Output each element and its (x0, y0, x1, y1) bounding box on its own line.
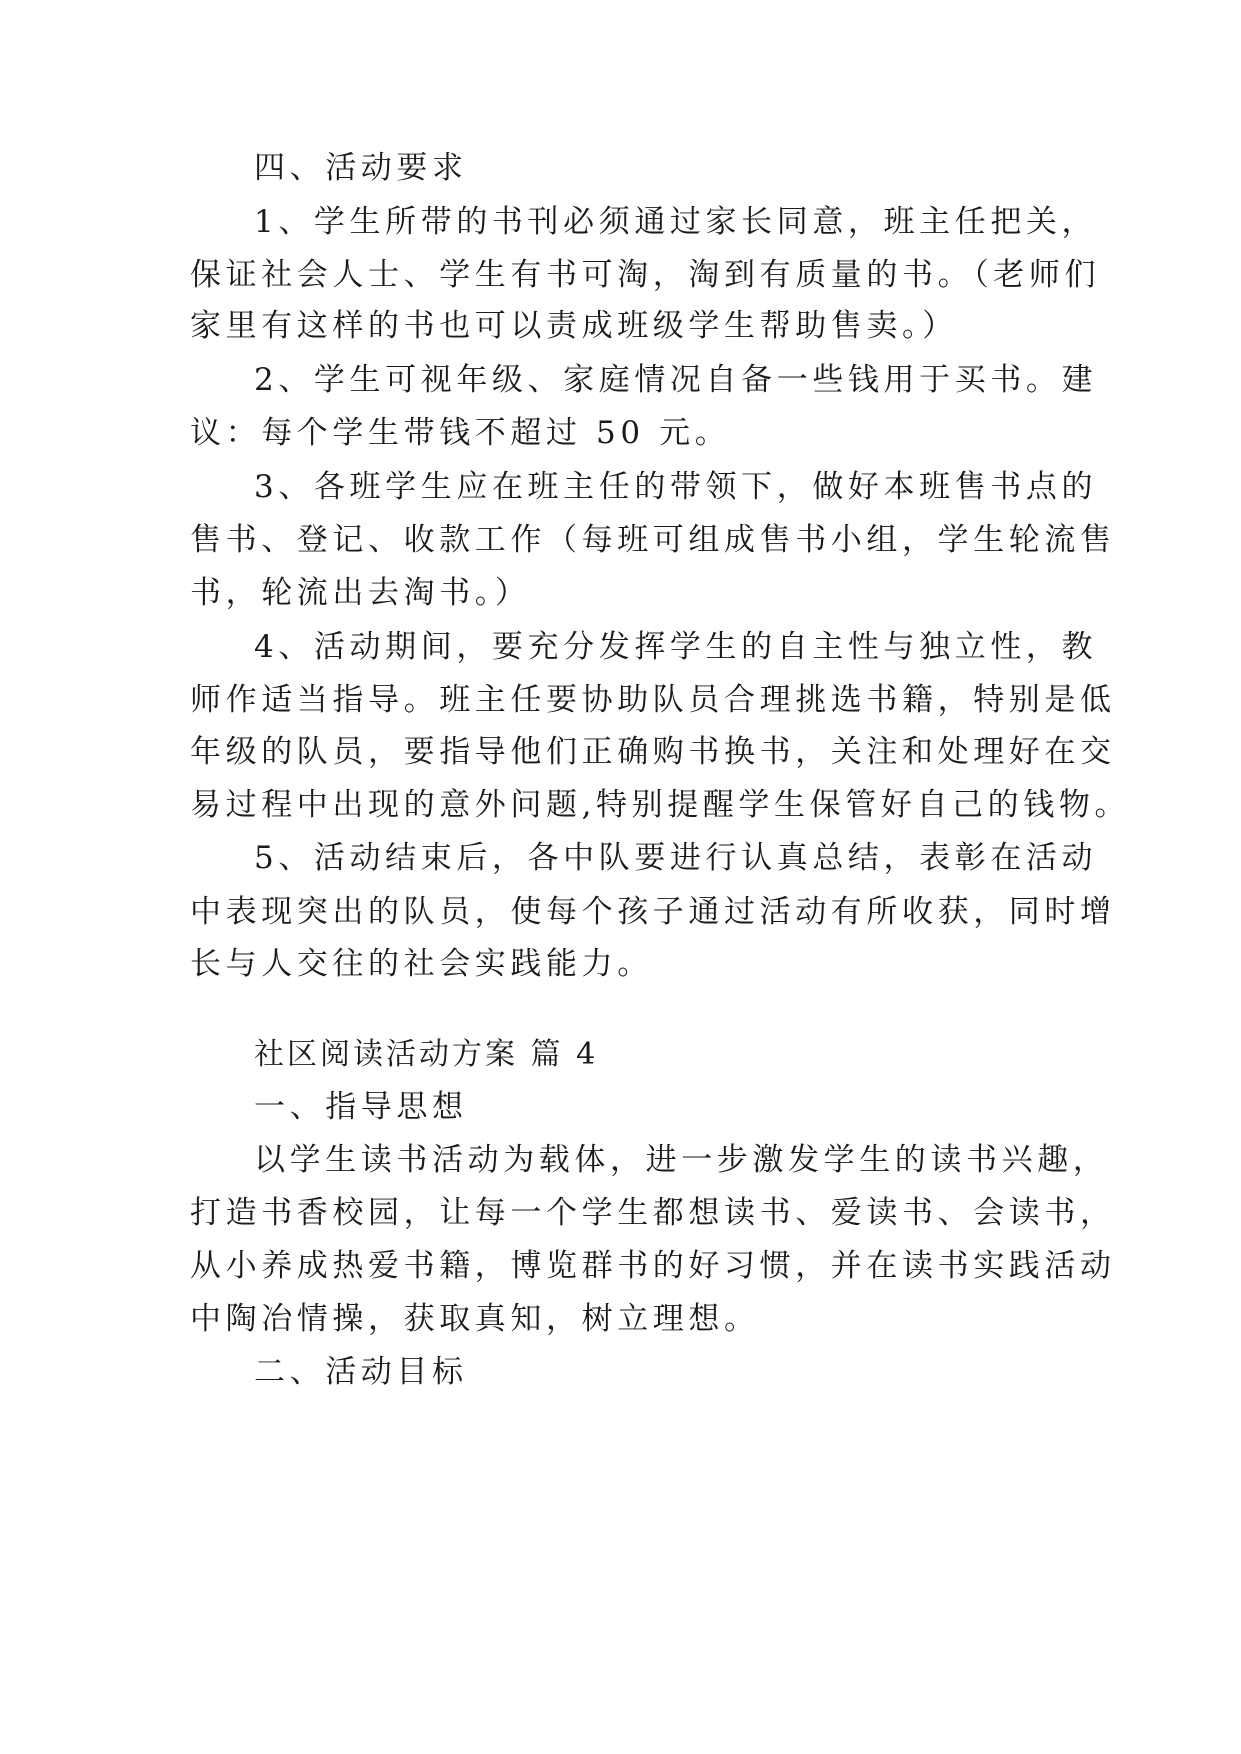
paragraph-line: 书，轮流出去淘书。） (190, 575, 531, 611)
paragraph-line: 1、学生所带的书刊必须通过家长同意，班主任把关， (254, 204, 1098, 240)
paragraph-line: 易过程中出现的意外问题,特别提醒学生保管好自己的钱物。 (190, 787, 1131, 823)
paragraph-line: 家里有这样的书也可以责成班级学生帮助售卖。） (190, 308, 958, 344)
paragraph-line: 年级的队员，要指导他们正确购书换书，关注和处理好在交 (190, 734, 1116, 770)
paragraph-line: 4、活动期间，要充分发挥学生的自主性与独立性，教 (254, 629, 1098, 665)
paragraph-line: 从小养成热爱书籍，博览群书的好习惯，并在读书实践活动 (190, 1248, 1116, 1284)
paragraph-line: 2、学生可视年级、家庭情况自备一些钱用于买书。建 (254, 362, 1098, 398)
paragraph-line: 5、活动结束后，各中队要进行认真总结，表彰在活动 (254, 840, 1098, 876)
paragraph-line: 保证社会人士、学生有书可淘，淘到有质量的书。（老师们 (190, 257, 1101, 293)
paragraph-line: 售书、登记、收款工作（每班可组成售书小组，学生轮流售 (190, 522, 1116, 558)
paragraph-line: 以学生读书活动为载体，进一步激发学生的读书兴趣， (254, 1142, 1109, 1178)
paragraph-line: 师作适当指导。班主任要协助队员合理挑选书籍，特别是低 (190, 682, 1116, 718)
paragraph-line: 打造书香校园，让每一个学生都想读书、爱读书、会读书， (190, 1195, 1116, 1231)
plan-title: 社区阅读活动方案 篇 4 (254, 1037, 599, 1072)
section-heading-activity-goals: 二、活动目标 (254, 1354, 468, 1390)
section-heading-guiding-thought: 一、指导思想 (254, 1089, 468, 1125)
paragraph-line: 长与人交往的社会实践能力。 (190, 946, 653, 982)
paragraph-line: 中表现突出的队员，使每个孩子通过活动有所收获，同时增 (190, 894, 1116, 930)
paragraph-line: 中陶冶情操，获取真知，树立理想。 (190, 1301, 760, 1337)
paragraph-line: 3、各班学生应在班主任的带领下，做好本班售书点的 (254, 469, 1098, 505)
section-heading-requirements: 四、活动要求 (254, 150, 468, 186)
paragraph-line: 议：每个学生带钱不超过 50 元。 (190, 415, 731, 451)
